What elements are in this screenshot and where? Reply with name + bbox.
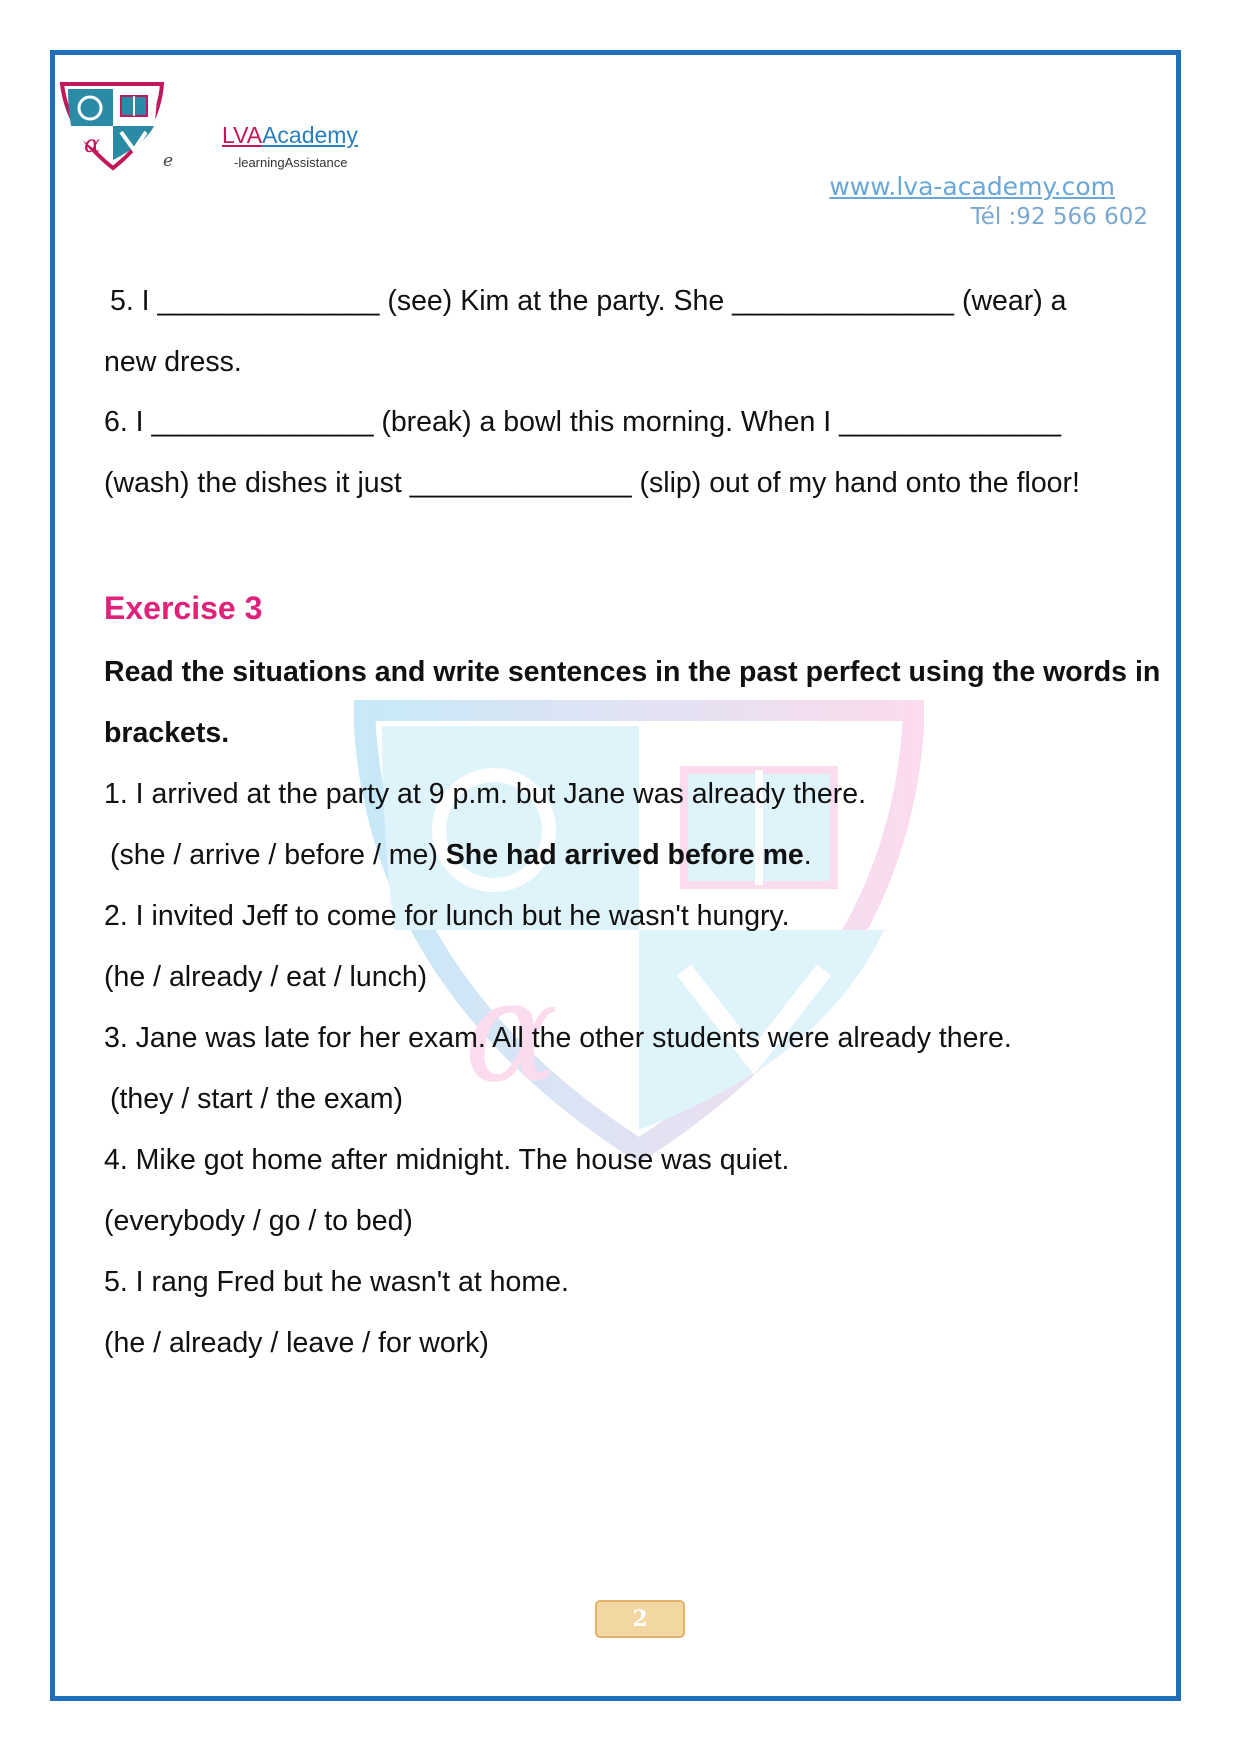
- instruction-line1: Read the situations and write sentences in the past perfect using the words in: [104, 656, 1161, 688]
- lva-shield-logo: [58, 78, 168, 173]
- situation-1: 1. I arrived at the party at 9 p.m. but Jane was already there.: [104, 778, 866, 810]
- ex2-item5-line1: 5. I ______________ (see) Kim at the party. She ______________ (wear) a: [110, 285, 1067, 317]
- exercise-title: Exercise 3: [104, 590, 263, 626]
- page-number: 2: [632, 1606, 648, 1632]
- svg-text:α: α: [84, 130, 101, 158]
- brand-academy: Academy: [262, 122, 358, 148]
- cue-1: [110, 838, 812, 872]
- cue-4: (everybody / go / to bed): [104, 1205, 413, 1237]
- phone-number: Tél :92 566 602: [970, 204, 1148, 230]
- brand-name: [222, 122, 358, 149]
- situation-5: 5. I rang Fred but he wasn't at home.: [104, 1266, 569, 1298]
- brand-lva: LVA: [222, 122, 263, 148]
- answer-1-period: .: [803, 839, 812, 871]
- situation-2: 2. I invited Jeff to come for lunch but he wasn't hungry.: [104, 900, 790, 932]
- website-link[interactable]: www.lva-academy.com: [829, 172, 1115, 201]
- situation-4: 4. Mike got home after midnight. The house was quiet.: [104, 1144, 790, 1176]
- cue-1-words: (she / arrive / before / me): [110, 839, 438, 871]
- svg-text:α: α: [464, 951, 559, 1114]
- page-number-badge: [595, 1600, 685, 1638]
- answer-1: She had arrived before me: [445, 839, 804, 871]
- situation-3: 3. Jane was late for her exam. All the other students were already there.: [104, 1022, 1012, 1054]
- cue-3: (they / start / the exam): [110, 1083, 404, 1115]
- instruction-line2: brackets.: [104, 717, 230, 749]
- brand-tagline: -learningAssistance: [234, 155, 348, 170]
- logo-e-letter: e: [163, 151, 174, 171]
- cue-5: (he / already / leave / for work): [104, 1327, 489, 1359]
- cue-2: (he / already / eat / lunch): [104, 961, 428, 993]
- ex2-item5-line2: new dress.: [104, 346, 242, 378]
- ex2-item6-line1: 6. I ______________ (break) a bowl this morning. When I ______________: [104, 406, 1062, 438]
- ex2-item6-line2: (wash) the dishes it just ______________ (slip) out of my hand onto the floor!: [104, 467, 1080, 499]
